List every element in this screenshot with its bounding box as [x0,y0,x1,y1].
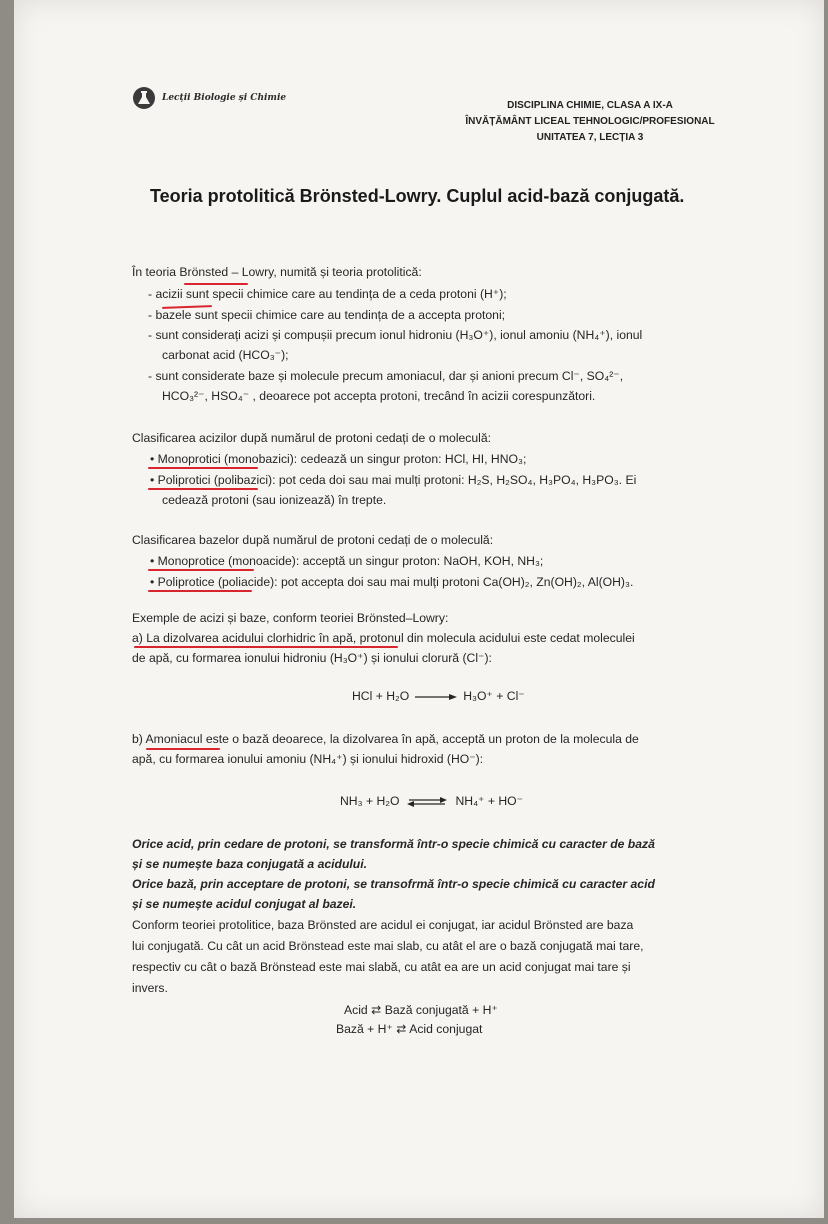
paragraph-line: respectiv cu cât o bază Brönstead este mai slabă, cu atât ea are un acid conjugat mai tare și [132,960,631,974]
example-a-text: de apă, cu formarea ionului hidroniu (H₃O⁺) și ionului clorură (Cl⁻): [132,651,492,665]
rule-text: Orice bază, prin acceptare de protoni, se transofrmă într-o specie chimică cu caracter acid [132,877,655,891]
document-header [440,98,740,146]
equation-left: HCl + H₂O [352,689,410,703]
underline-mark [148,488,258,490]
intro-bullet: - sunt considerați acizi și compușii precum ionul hidroniu (H₃O⁺), ionul amoniu (NH₄⁺), ionul [148,328,643,342]
reaction-arrow-icon [415,693,457,701]
intro-bullet-cont: HCO₃²⁻, HSO₄⁻ , deoarece pot accepta protoni, trecând în acizii corespunzători. [162,389,596,403]
equation-right: H₃O⁺ + Cl⁻ [463,689,525,703]
equation-1 [352,688,525,705]
equilibrium-arrow-icon [407,797,447,807]
intro-bullet: - sunt considerate baze și molecule precum amoniacul, dar și anioni precum Cl⁻, SO₄²⁻, [148,369,624,383]
paragraph-line: lui conjugată. Cu cât un acid Brönstead este mai slab, cu atât el are o bază conjugată mai tare, [132,939,644,953]
acids-item-cont: cedează protoni (sau ionizează) în trepte. [162,493,387,507]
logo-text: Lecții Biologie și Chimie [162,93,287,103]
paragraph-line: Conform teoriei protolitice, baza Brönsted are acidul ei conjugat, iar acidul Brönsted are baza [132,918,634,932]
flask-icon [132,86,156,110]
example-a-text: a) La dizolvarea acidului clorhidric în apă, protonul din molecula acidului este cedat moleculei [132,631,635,645]
acids-lead: Clasificarea acizilor după numărul de protoni cedați de o moleculă: [132,431,492,445]
acids-item: • Poliprotici (polibazici): pot ceda doi sau mai mulți protoni: H₂S, H₂SO₄, H₃PO₄, H₃PO₃. Ei [150,473,637,487]
intro-bullet: - acizii sunt specii chimice care au tendința de a ceda protoni (H⁺); [148,287,507,301]
rule-text: Orice acid, prin cedare de protoni, se transformă într-o specie chimică cu caracter de bază [132,837,655,851]
examples-lead: Exemple de acizi și baze, conform teoriei Brönsted–Lowry: [132,611,449,625]
underline-mark [148,569,254,571]
header-line: DISCIPLINA CHIMIE, CLASA A IX-A [507,100,673,111]
page-title: Teoria protolitică Brönsted-Lowry. Cuplul acid-bază conjugată. [150,186,685,206]
logo [132,86,286,110]
underline-mark [148,467,258,469]
bases-item: • Monoprotice (monoacide): acceptă un singur proton: NaOH, KOH, NH₃; [150,554,544,568]
bases-lead: Clasificarea bazelor după numărul de protoni cedați de o moleculă: [132,533,494,547]
equation-3: Acid ⇄ Bază conjugată + H⁺ [344,1003,498,1017]
equation-right: NH₄⁺ + HO⁻ [455,794,524,808]
header-line: UNITATEA 7, LECȚIA 3 [536,132,644,143]
intro-bullet: - bazele sunt specii chimice care au tendința de a accepta protoni; [148,308,506,322]
example-b-text: b) Amoniacul este o bază deoarece, la dizolvarea în apă, acceptă un proton de la molecula de [132,732,639,746]
equation-4: Bază + H⁺ ⇄ Acid conjugat [336,1022,483,1036]
acids-item: • Monoprotici (monobazici): cedează un singur proton: HCl, HI, HNO₃; [150,452,527,466]
rule-text: și se numește baza conjugată a acidului. [132,857,368,871]
equation-2 [340,793,523,810]
intro-bullet-cont: carbonat acid (HCO₃⁻); [162,348,289,362]
underline-mark [134,646,398,648]
rule-text: și se numește acidul conjugat al bazei. [132,897,357,911]
underline-mark [184,283,248,285]
paragraph-line: invers. [132,981,168,995]
example-b-text: apă, cu formarea ionului amoniu (NH₄⁺) și ionului hidroxid (HO⁻): [132,752,484,766]
underline-mark [148,590,252,592]
bases-item: • Poliprotice (poliacide): pot accepta doi sau mai mulți protoni Ca(OH)₂, Zn(OH)₂, Al(OH)₃. [150,575,634,589]
intro-lead: În teoria Brönsted – Lowry, numită și teoria protolitică: [132,265,422,279]
underline-mark [146,748,220,750]
equation-left: NH₃ + H₂O [340,794,400,808]
header-line: ÎNVĂȚĂMÂNT LICEAL TEHNOLOGIC/PROFESIONAL [465,116,715,127]
